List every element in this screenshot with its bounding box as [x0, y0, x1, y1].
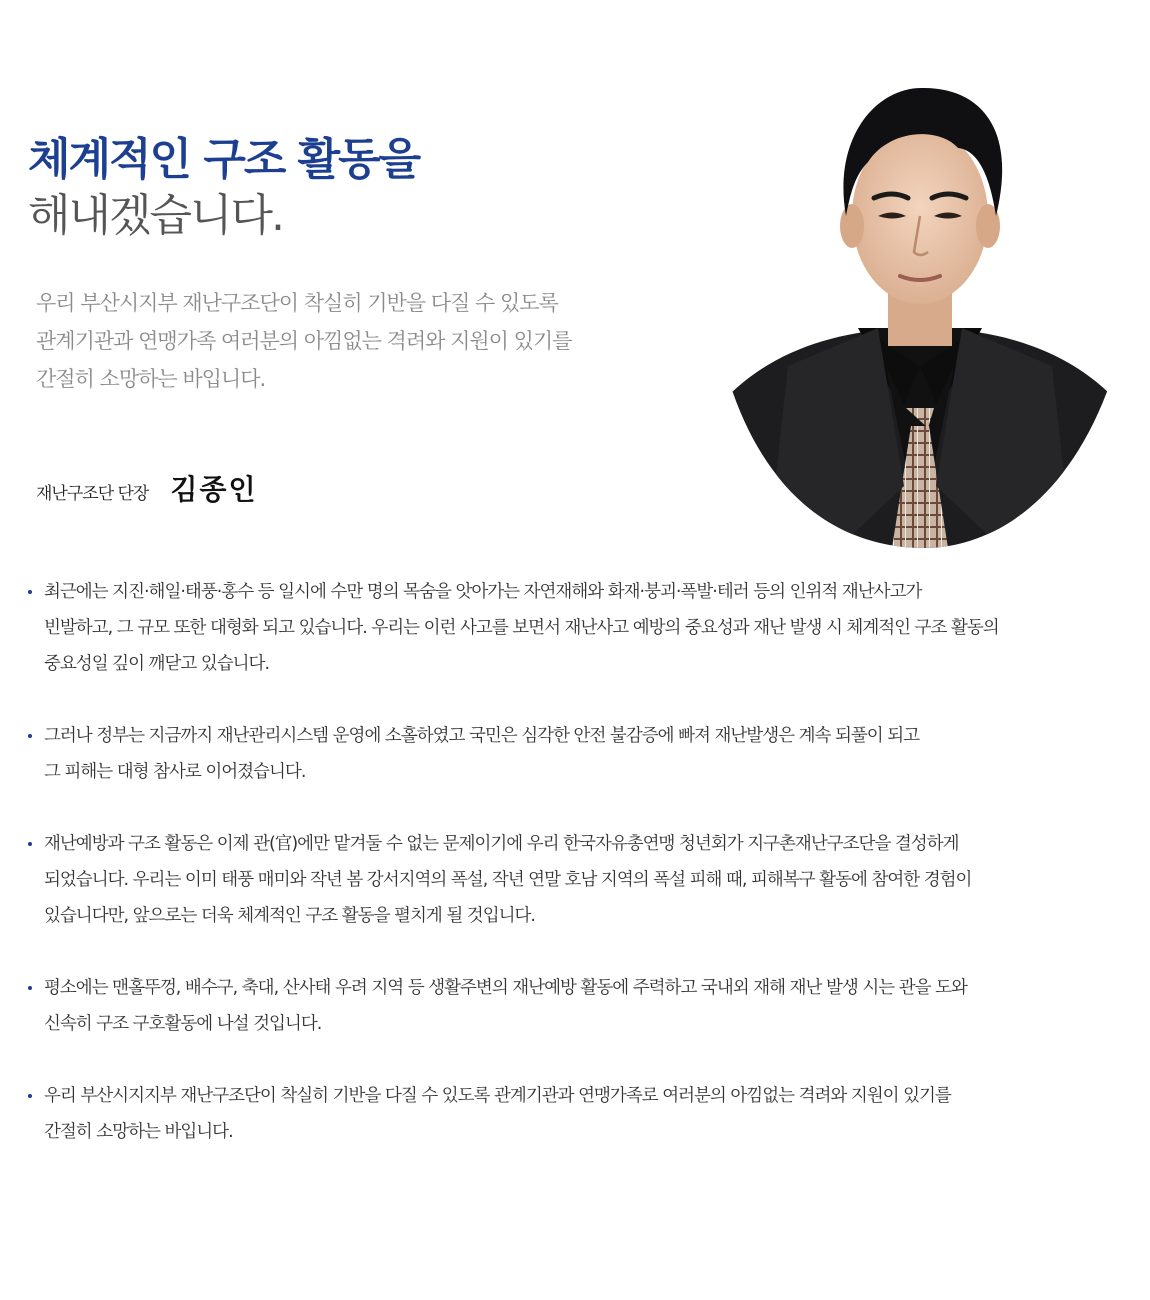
bullet-dot-icon — [28, 1094, 32, 1098]
signature — [36, 468, 258, 508]
list-item — [26, 826, 1136, 934]
bullet-dot-icon — [28, 986, 32, 990]
signature-name: 김종인 — [170, 473, 258, 506]
paragraph-line: 재난예방과 구조 활동은 이제 관(官)에만 맡겨둘 수 없는 문제이기에 우리 한국자유총연맹 청년회가 지구촌재난구조단을 결성하게 — [44, 834, 959, 854]
bullet-dot-icon — [28, 734, 32, 738]
paragraph-line: 있습니다만, 앞으로는 더욱 체계적인 구조 활동을 펼치게 될 것입니다. — [44, 906, 535, 926]
paragraph-line: 빈발하고, 그 규모 또한 대형화 되고 있습니다. 우리는 이런 사고를 보면서 재난사고 예방의 중요성과 재난 발생 시 체계적인 구조 활동의 — [44, 618, 999, 638]
message-list — [26, 574, 1136, 1186]
intro-text — [36, 284, 676, 398]
list-item — [26, 1078, 1136, 1150]
page-headline — [28, 132, 419, 244]
paragraph-line: 간절히 소망하는 바입니다. — [44, 1122, 233, 1142]
list-item — [26, 718, 1136, 790]
paragraph-line: 최근에는 지진·해일·태풍·홍수 등 일시에 수만 명의 목숨을 앗아가는 자연재해와 화재·붕괴·폭발·테러 등의 인위적 재난사고가 — [44, 582, 922, 602]
portrait-photo — [728, 66, 1112, 548]
paragraph-line: 되었습니다. 우리는 이미 태풍 매미와 작년 봄 강서지역의 폭설, 작년 연말 호남 지역의 폭설 피해 때, 피해복구 활동에 참여한 경험이 — [44, 870, 972, 890]
list-item — [26, 970, 1136, 1042]
paragraph-line: 그 피해는 대형 참사로 이어졌습니다. — [44, 762, 306, 782]
bullet-dot-icon — [28, 590, 32, 594]
headline-light: 해내겠습니다. — [28, 190, 284, 241]
intro-line: 우리 부산시지부 재난구조단이 착실히 기반을 다질 수 있도록 — [36, 291, 558, 315]
paragraph-line: 평소에는 맨홀뚜껑, 배수구, 축대, 산사태 우려 지역 등 생활주변의 재난예방 활동에 주력하고 국내외 재해 재난 발생 시는 관을 도와 — [44, 978, 967, 998]
signature-role: 재난구조단 단장 — [36, 484, 149, 504]
paragraph-line: 우리 부산시지지부 재난구조단이 착실히 기반을 다질 수 있도록 관계기관과 연맹가족로 여러분의 아낌없는 격려와 지원이 있기를 — [44, 1086, 951, 1106]
intro-line: 관계기관과 연맹가족 여러분의 아낌없는 격려와 지원이 있기를 — [36, 329, 572, 353]
list-item — [26, 574, 1136, 682]
intro-line: 간절히 소망하는 바입니다. — [36, 367, 266, 391]
headline-bold: 체계적인 구조 활동을 — [28, 134, 420, 185]
paragraph-line: 신속히 구조 구호활동에 나설 것입니다. — [44, 1014, 322, 1034]
paragraph-line: 그러나 정부는 지금까지 재난관리시스템 운영에 소홀하였고 국민은 심각한 안전 불감증에 빠져 재난발생은 계속 되풀이 되고 — [44, 726, 920, 746]
paragraph-line: 중요성일 깊이 깨닫고 있습니다. — [44, 654, 270, 674]
bullet-dot-icon — [28, 842, 32, 846]
